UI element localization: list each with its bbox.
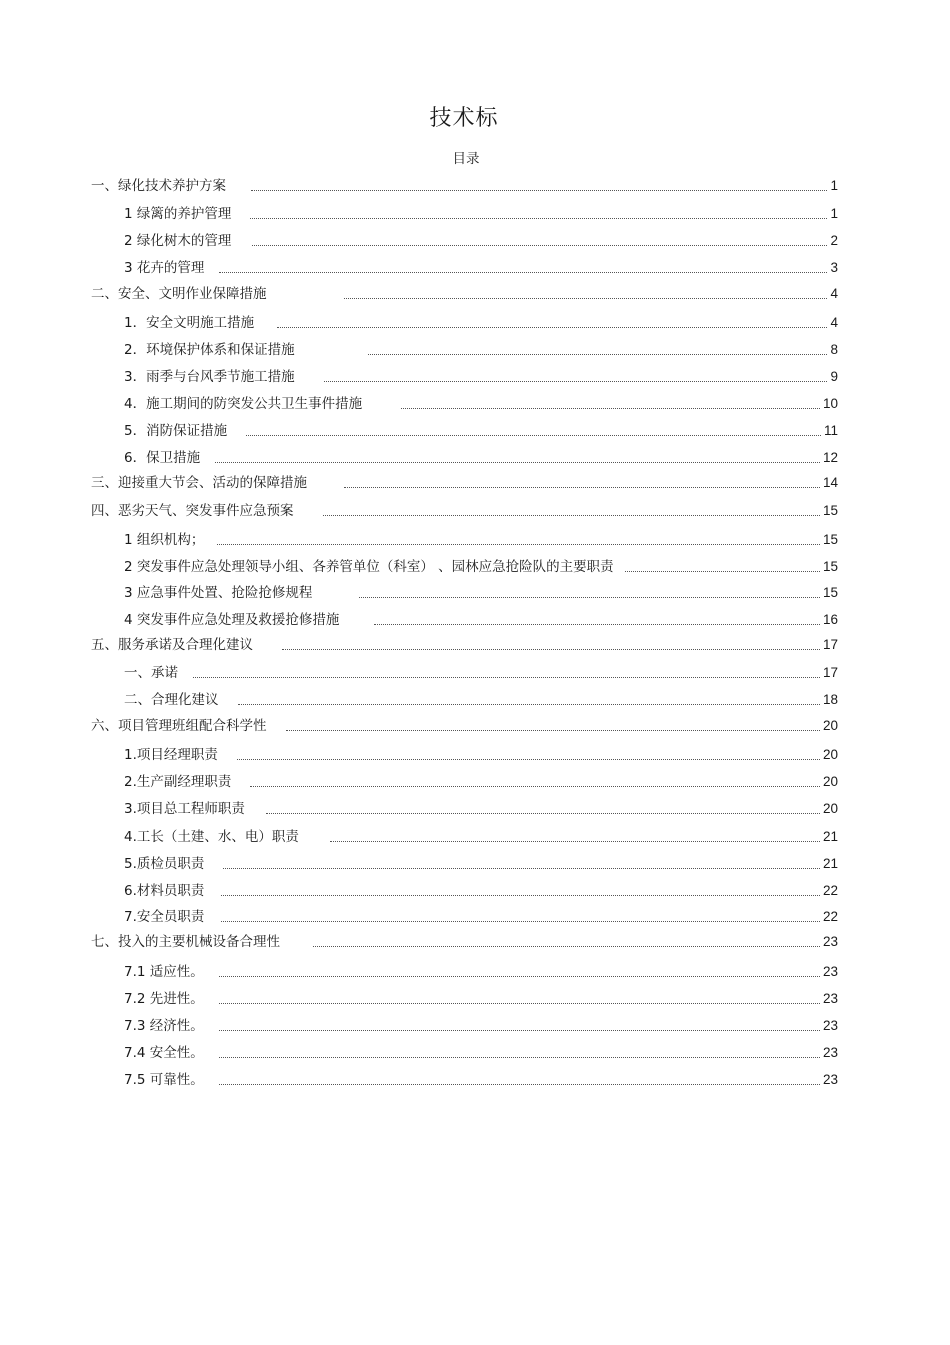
toc-entry[interactable]: [124, 394, 838, 414]
toc-entry[interactable]: [124, 881, 838, 901]
toc-page-number: 17: [822, 637, 838, 652]
toc-entry[interactable]: [124, 204, 838, 224]
toc-entry-label: 7.安全员职责: [124, 909, 205, 925]
toc-entry[interactable]: [124, 1070, 838, 1090]
toc-entry[interactable]: [91, 635, 838, 655]
toc-page-number: 17: [822, 665, 838, 680]
toc-leader-dots: [219, 1083, 820, 1085]
toc-entry-label: 5．消防保证措施: [124, 423, 228, 439]
toc-page-number: 23: [822, 964, 838, 979]
toc-leader-dots: [219, 1029, 820, 1031]
toc-leader-dots: [217, 543, 820, 545]
toc-leader-dots: [237, 758, 820, 760]
toc-entry-label: 7.5 可靠性。: [124, 1072, 204, 1088]
toc-leader-dots: [368, 353, 828, 355]
toc-entry-label: 2.生产副经理职责: [124, 774, 232, 790]
toc-entry[interactable]: [124, 1043, 838, 1063]
toc-page-number: 18: [822, 692, 838, 707]
toc-entry[interactable]: [124, 663, 838, 683]
toc-leader-dots: [250, 217, 827, 219]
toc-leader-dots: [344, 297, 828, 299]
toc-entry[interactable]: [124, 258, 838, 278]
toc-entry-label: 1．安全文明施工措施: [124, 315, 255, 331]
toc-entry[interactable]: [91, 716, 838, 736]
toc-leader-dots: [246, 434, 821, 436]
toc-entry[interactable]: [91, 501, 838, 521]
toc-entry[interactable]: [124, 745, 838, 765]
toc-page-number: 4: [830, 315, 838, 330]
toc-page-number: 8: [830, 342, 838, 357]
toc-entry[interactable]: [124, 827, 838, 847]
toc-entry[interactable]: [124, 231, 838, 251]
toc-entry[interactable]: [124, 583, 838, 603]
toc-entry-label: 6.材料员职责: [124, 883, 205, 899]
toc-leader-dots: [219, 1056, 820, 1058]
toc-leader-dots: [323, 514, 820, 516]
toc-leader-dots: [219, 1002, 820, 1004]
toc-page-number: 1: [830, 178, 838, 193]
toc-entry-label: 二、安全、文明作业保障措施: [91, 286, 267, 302]
toc-page-number: 23: [822, 934, 838, 949]
toc-page-number: 15: [822, 559, 838, 574]
toc-page-number: 20: [822, 801, 838, 816]
toc-entry[interactable]: [124, 530, 838, 550]
toc-entry-label: 一、绿化技术养护方案: [91, 178, 226, 194]
toc-leader-dots: [266, 812, 820, 814]
toc-page-number: 15: [822, 532, 838, 547]
toc-entry[interactable]: [91, 932, 838, 952]
toc-entry[interactable]: [124, 421, 838, 441]
toc-entry[interactable]: [124, 962, 838, 982]
toc-leader-dots: [221, 894, 820, 896]
toc-leader-dots: [219, 975, 820, 977]
toc-entry-label: 4．施工期间的防突发公共卫生事件措施: [124, 396, 363, 412]
toc-entry-label: 7.4 安全性。: [124, 1045, 204, 1061]
document-title: 技术标: [429, 106, 499, 131]
toc-page-number: 23: [822, 1045, 838, 1060]
toc-leader-dots: [344, 486, 820, 488]
toc-entry-label: 3.项目总工程师职责: [124, 801, 245, 817]
toc-leader-dots: [324, 380, 828, 382]
toc-leader-dots: [330, 840, 820, 842]
toc-page-number: 20: [822, 774, 838, 789]
toc-entry[interactable]: [124, 772, 838, 792]
toc-entry-label: 3．雨季与台风季节施工措施: [124, 369, 295, 385]
toc-entry-label: 2．环境保护体系和保证措施: [124, 342, 295, 358]
toc-entry-label: 六、项目管理班组配合科学性: [91, 718, 267, 734]
toc-entry-label: 五、服务承诺及合理化建议: [91, 637, 253, 653]
toc-page-number: 23: [822, 1018, 838, 1033]
toc-entry-label: 1 绿篱的养护管理: [124, 206, 232, 222]
toc-leader-dots: [221, 920, 820, 922]
toc-entry-label: 1.项目经理职责: [124, 747, 218, 763]
toc-entry[interactable]: [124, 690, 838, 710]
toc-leader-dots: [250, 785, 820, 787]
toc-page-number: 12: [822, 450, 838, 465]
toc-entry-label: 三、迎接重大节会、活动的保障措施: [91, 475, 307, 491]
toc-entry[interactable]: [124, 313, 838, 333]
toc-entry-label: 4 突发事件应急处理及救援抢修措施: [124, 612, 340, 628]
toc-entry[interactable]: [124, 610, 838, 630]
toc-entry[interactable]: [124, 854, 838, 874]
toc-entry-label: 3 应急事件处置、抢险抢修规程: [124, 585, 313, 601]
toc-entry-label: 4.工长（土建、水、电）职责: [124, 829, 299, 845]
toc-entry-label: 2 绿化树木的管理: [124, 233, 232, 249]
toc-page-number: 22: [822, 883, 838, 898]
toc-leader-dots: [359, 596, 820, 598]
toc-entry-label: 7.1 适应性。: [124, 964, 204, 980]
toc-entry-label: 一、承诺: [124, 665, 178, 681]
toc-entry[interactable]: [124, 989, 838, 1009]
toc-leader-dots: [223, 867, 820, 869]
toc-entry[interactable]: [124, 367, 838, 387]
toc-page-number: 22: [822, 909, 838, 924]
toc-page-number: 20: [822, 718, 838, 733]
toc-page-number: 15: [822, 503, 838, 518]
toc-entry-label: 6．保卫措施: [124, 450, 201, 466]
toc-leader-dots: [282, 648, 820, 650]
toc-page-number: 20: [822, 747, 838, 762]
toc-entry[interactable]: [124, 1016, 838, 1036]
toc-leader-dots: [219, 271, 827, 273]
toc-leader-dots: [215, 461, 820, 463]
toc-entry[interactable]: [124, 340, 838, 360]
toc-entry-label: 5.质检员职责: [124, 856, 205, 872]
toc-page-number: 15: [822, 585, 838, 600]
toc-entry[interactable]: [124, 448, 838, 468]
toc-leader-dots: [277, 326, 827, 328]
toc-leader-dots: [625, 570, 820, 572]
toc-entry[interactable]: [91, 176, 838, 196]
toc-heading: 目录: [452, 151, 480, 167]
toc-entry-label: 七、投入的主要机械设备合理性: [91, 934, 280, 950]
toc-page-number: 14: [822, 475, 838, 490]
toc-page-number: 16: [822, 612, 838, 627]
toc-entry-label: 3 花卉的管理: [124, 260, 205, 276]
toc-entry-label: 四、恶劣天气、突发事件应急预案: [91, 503, 294, 519]
toc-entry[interactable]: [124, 799, 838, 819]
toc-entry-label: 2 突发事件应急处理领导小组、各养管单位（科室） 、园林应急抢险队的主要职责: [124, 559, 614, 575]
toc-page-number: 10: [822, 396, 838, 411]
toc-leader-dots: [238, 703, 820, 705]
toc-leader-dots: [286, 729, 820, 731]
toc-page-number: 23: [822, 1072, 838, 1087]
toc-leader-dots: [374, 623, 820, 625]
toc-entry[interactable]: [91, 473, 838, 493]
toc-page-number: 2: [830, 233, 838, 248]
toc-page-number: 23: [822, 991, 838, 1006]
toc-page-number: 11: [823, 423, 838, 438]
toc-page-number: 4: [830, 286, 838, 301]
toc-entry[interactable]: [91, 284, 838, 304]
toc-entry-label: 二、合理化建议: [124, 692, 219, 708]
toc-entry[interactable]: [124, 557, 838, 577]
toc-page-number: 21: [822, 829, 838, 844]
toc-leader-dots: [252, 244, 827, 246]
toc-page-number: 1: [830, 206, 838, 221]
toc-entry-label: 7.2 先进性。: [124, 991, 204, 1007]
toc-entry-label: 7.3 经济性。: [124, 1018, 204, 1034]
toc-entry-label: 1 组织机构；: [124, 532, 205, 548]
toc-leader-dots: [193, 676, 820, 678]
toc-leader-dots: [313, 945, 820, 947]
toc-page-number: 9: [830, 369, 838, 384]
toc-entry[interactable]: [124, 907, 838, 927]
toc-page-number: 3: [830, 260, 838, 275]
toc-leader-dots: [401, 407, 820, 409]
toc-page-number: 21: [822, 856, 838, 871]
toc-leader-dots: [251, 189, 827, 191]
